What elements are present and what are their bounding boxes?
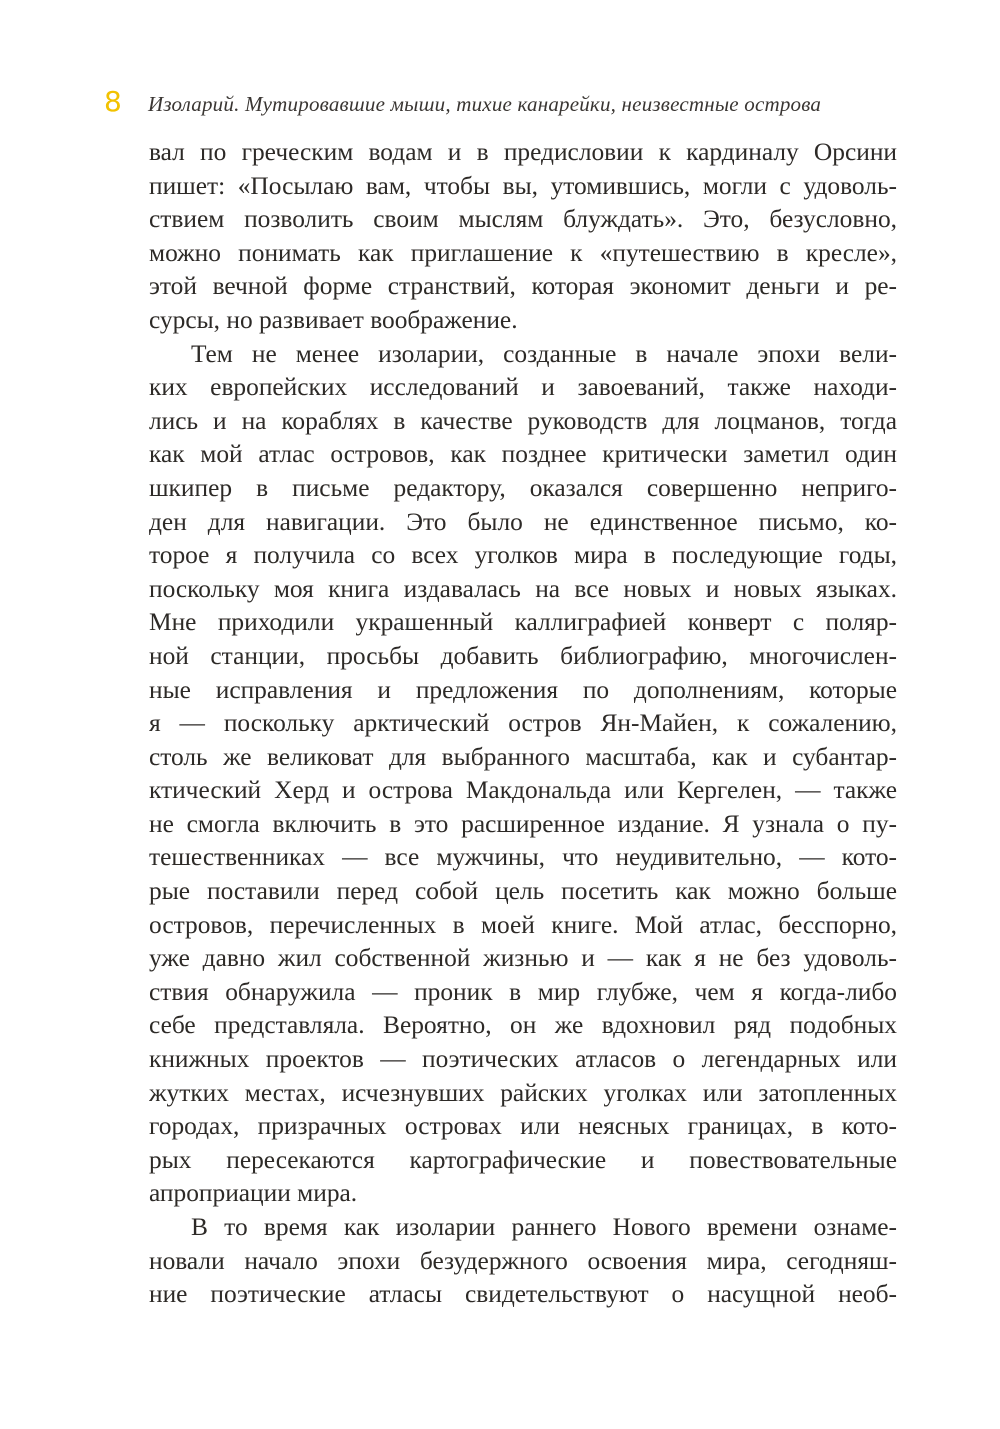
text-line: этой вечной форме странствий, которая экономит деньги и ре-	[149, 272, 897, 301]
text-line: себе представляла. Вероятно, он же вдохновил ряд подобных	[149, 1011, 897, 1040]
text-line: Мне приходили украшенный каллиграфией конверт с поляр-	[149, 608, 897, 637]
text-line: В то время как изоларии раннего Нового времени ознаме-	[191, 1213, 897, 1241]
text-line: ден для навигации. Это было не единственное письмо, ко-	[149, 507, 897, 536]
text-line: лись и на кораблях в качестве руководств для лоцманов, тогда	[149, 406, 897, 435]
text-line: уже давно жил собственной жизнью и — как я не без удоволь-	[149, 944, 897, 973]
text-line: островов, перечисленных в моей книге. Мой атлас, бесспорно,	[149, 910, 897, 939]
text-line: рых пересекаются картографические и повествовательные	[149, 1145, 897, 1174]
paragraph	[149, 338, 897, 1211]
text-line: ной станции, просьбы добавить библиографию, многочислен-	[149, 641, 897, 670]
page-number: 8	[104, 85, 122, 118]
text-line: шкипер в письме редактору, оказался совершенно неприго-	[149, 473, 897, 502]
text-line: вал по греческим водам и в предисловии к кардиналу Орсини	[149, 138, 897, 166]
text-line: ные исправления и предложения по дополнениям, которые	[149, 675, 897, 704]
text-line: торое я получила со всех уголков мира в последующие годы,	[149, 541, 897, 570]
text-line: не смогла включить в это расширенное издание. Я узнала о пу-	[149, 809, 897, 838]
body-text	[149, 136, 897, 1312]
text-line: ствия обнаружила — проник в мир глубже, чем я когда-либо	[149, 977, 897, 1006]
text-line: я — поскольку арктический остров Ян-Майен, к сожалению,	[149, 709, 897, 738]
text-line: пишет: «Посылаю вам, чтобы вы, утомившись, могли с удоволь-	[149, 171, 897, 200]
text-line: ктический Херд и острова Макдональда или Кергелен, — также	[149, 776, 897, 805]
text-line: ких европейских исследований и завоеваний, также находи-	[149, 373, 897, 402]
text-line: поскольку моя книга издавалась на все новых и новых языках.	[149, 574, 897, 603]
text-line: как мой атлас островов, как позднее критически заметил один	[149, 440, 897, 469]
text-line: городах, призрачных островах или неясных границах, в кото-	[149, 1112, 897, 1141]
paragraph	[149, 1211, 897, 1312]
text-line: книжных проектов — поэтических атласов о легендарных или	[149, 1045, 897, 1074]
text-line: Тем не менее изоларии, созданные в начале эпохи вели-	[191, 339, 897, 368]
text-line: рые поставили перед собой цель посетить как можно больше	[149, 877, 897, 906]
running-head	[104, 82, 904, 122]
text-line: ние поэтические атласы свидетельствуют о насущной необ-	[149, 1280, 897, 1309]
text-line: сурсы, но развивает воображение.	[149, 305, 518, 334]
text-line: жутких местах, исчезнувших райских уголках или затопленных	[149, 1078, 897, 1107]
text-line: новали начало эпохи безудержного освоения мира, сегодняш-	[149, 1246, 897, 1275]
text-line: столь же великоват для выбранного масштаба, как и субантар-	[149, 742, 897, 771]
text-line: апроприации мира.	[149, 1179, 358, 1208]
text-line: ствием позволить своим мыслям блуждать». Это, безусловно,	[149, 205, 897, 234]
running-head-title: Изоларий. Мутировавшие мыши, тихие канарейки, неизвестные острова	[148, 92, 822, 116]
text-line: можно понимать как приглашение к «путешествию в кресле»,	[149, 238, 897, 267]
paragraph	[149, 136, 897, 338]
text-line: тешественниках — все мужчины, что неудивительно, — кото-	[149, 843, 897, 872]
